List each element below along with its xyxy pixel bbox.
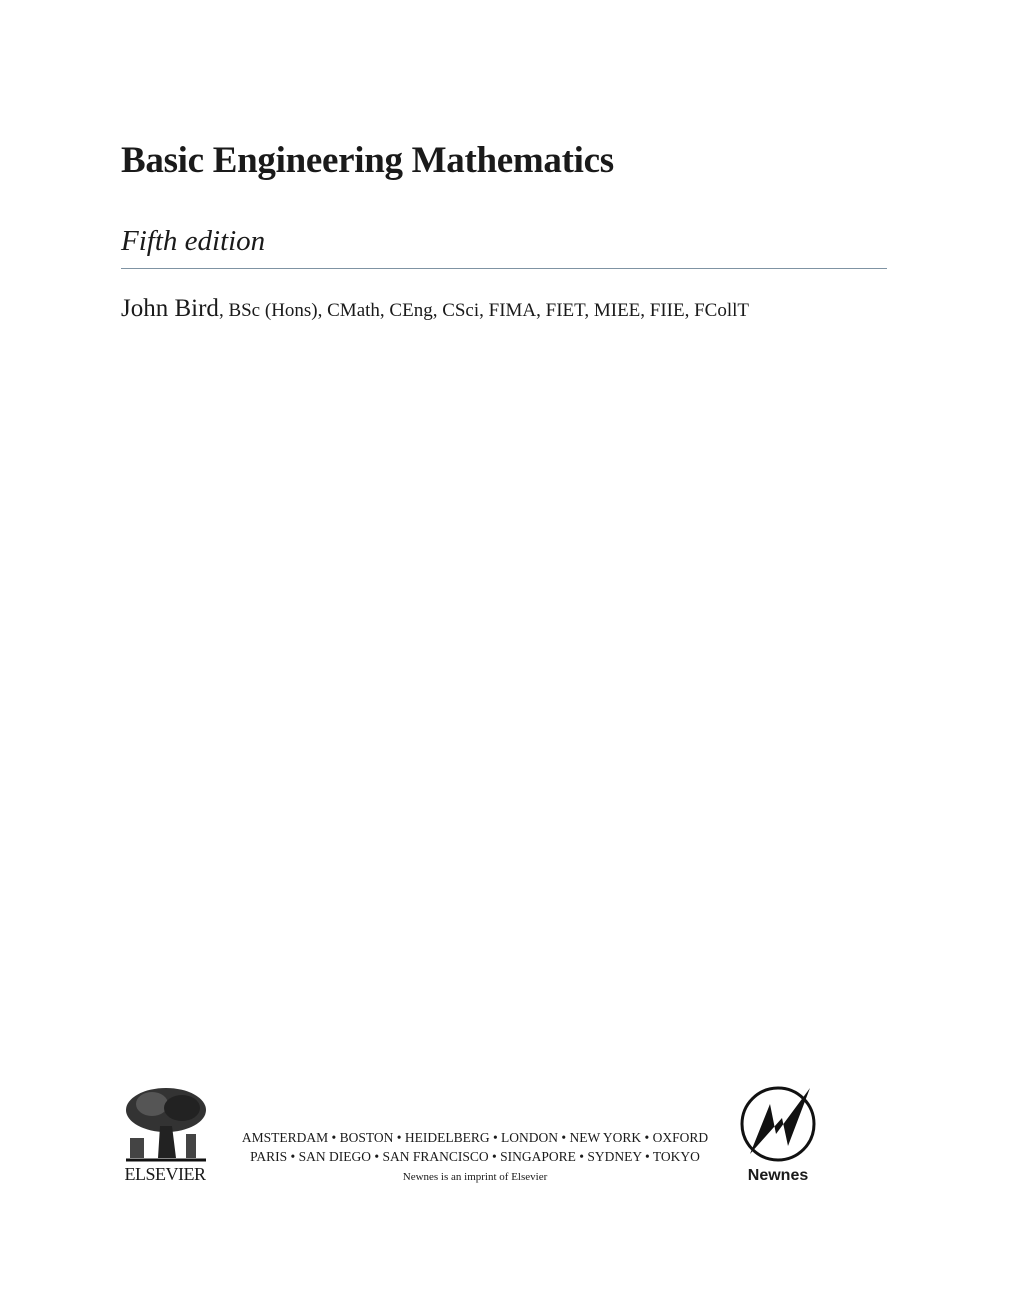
elsevier-wordmark: ELSEVIER: [124, 1164, 206, 1184]
newnes-logo: [736, 1084, 820, 1185]
elsevier-logo: [121, 1086, 209, 1185]
elsevier-tree-icon: [122, 1086, 208, 1162]
cities-line-1: AMSTERDAM • BOSTON • HEIDELBERG • LONDON • NEW YORK • OXFORD: [241, 1130, 709, 1145]
imprint-note: Newnes is an imprint of Elsevier: [402, 1171, 548, 1183]
edition: Fifth edition: [121, 225, 266, 257]
author-line: [121, 295, 749, 323]
book-title: Basic Engineering Mathematics: [121, 140, 614, 181]
author-name: John Bird: [121, 295, 219, 322]
author-credentials: , BSc (Hons), CMath, CEng, CSci, FIMA, FIET, MIEE, FIIE, FCollT: [218, 300, 750, 321]
newnes-bolt-icon: [736, 1084, 820, 1164]
cities-line-2: PARIS • SAN DIEGO • SAN FRANCISCO • SINGAPORE • SYDNEY • TOKYO: [250, 1149, 700, 1164]
newnes-wordmark: Newnes: [747, 1167, 809, 1184]
divider: [121, 268, 887, 269]
